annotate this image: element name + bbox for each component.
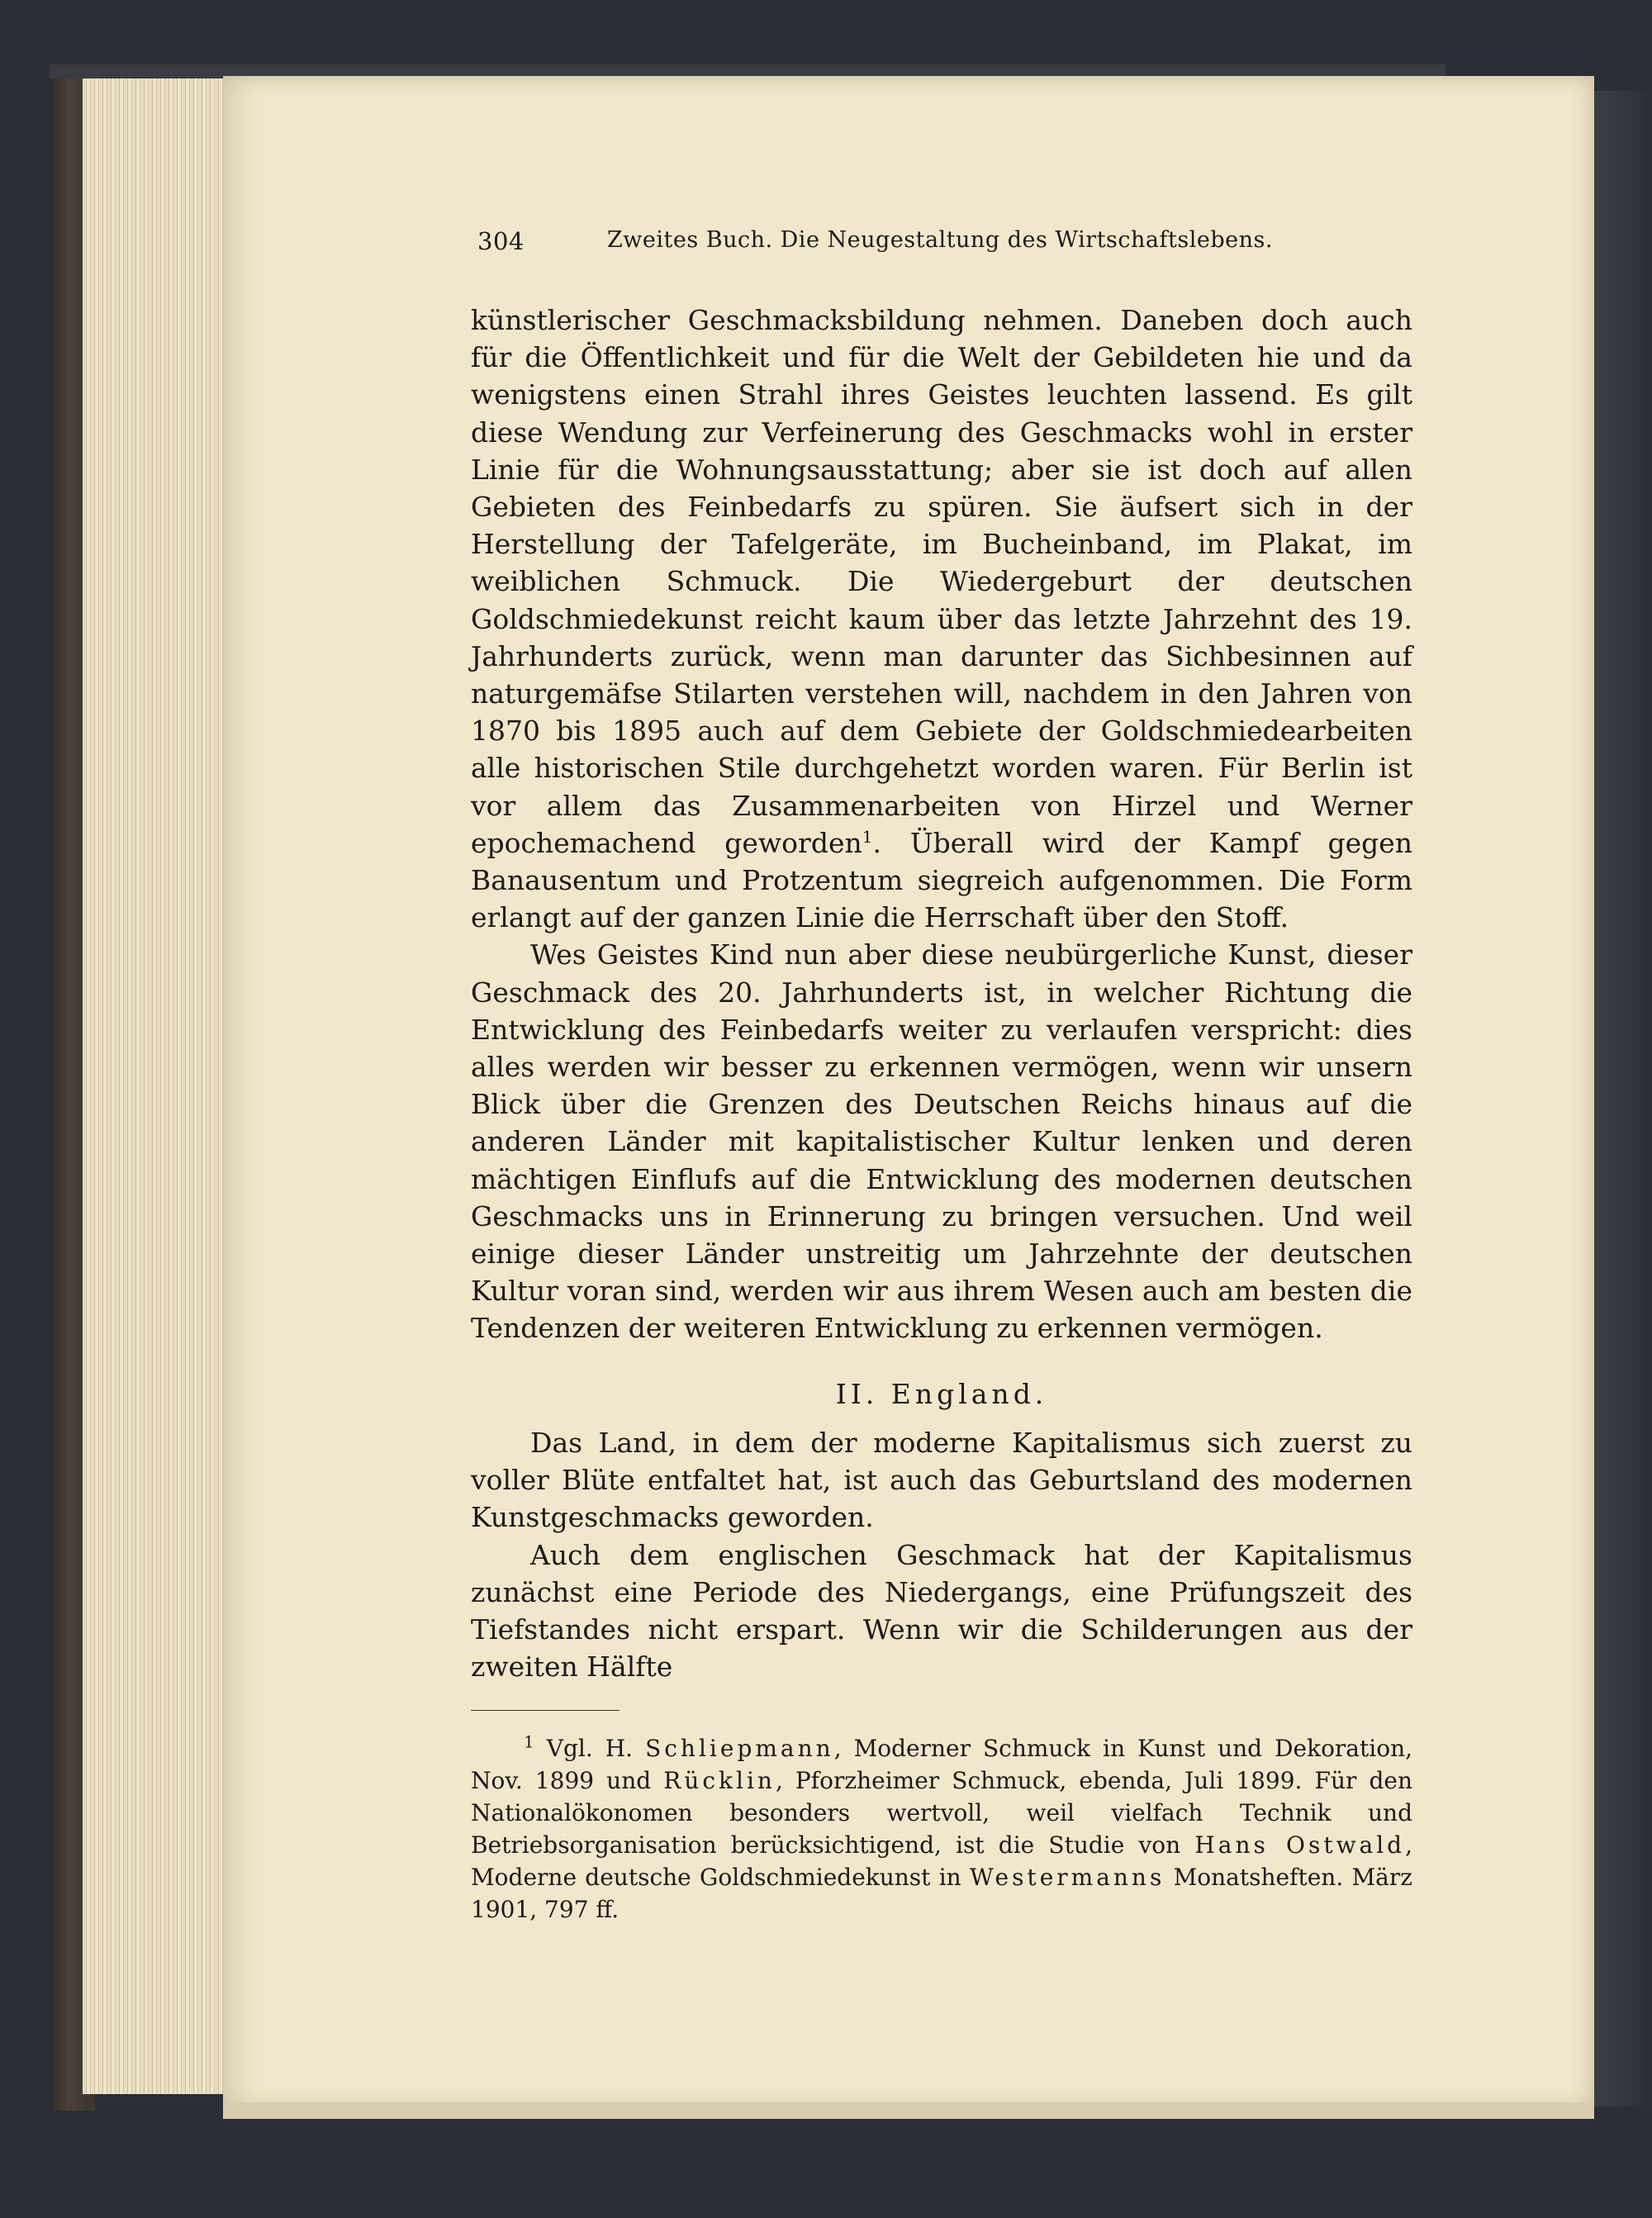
paragraph: Das Land, in dem der moderne Kapitalismus sich zuerst zu voller Blüte entfaltet hat, ist auch das Geburtsland des modernen Kunstgeschmacks geworden. [471,1426,1412,1534]
body-text [471,302,1412,1685]
footnote-divider [471,1710,620,1711]
paragraph-text-end: . Überall wird der Kampf gegen Banausentum und Protzentum siegreich aufgenommen. Die Form erlangt auf der ganzen Linie die Herrschaft über den Stoff. [471,826,1413,934]
footnote-marker: 1 [524,1731,534,1752]
page-number: 304 [477,227,525,255]
page-bottom-edge [223,2102,1594,2119]
page-stack-edges [83,78,231,2094]
right-margin-shadow [1594,91,1652,2106]
footnote-journal-name: Westermanns [970,1864,1165,1892]
footnote-text: Monatsheften. März 1901, 797 ff. [471,1864,1413,1924]
footnote-author-name: Schliepmann [645,1735,834,1763]
footnote-reference: 1 [862,826,873,847]
footnote-text: Vgl. H. [546,1735,634,1763]
page-content [471,227,1412,1926]
running-head [471,227,1412,260]
paragraph: Auch dem englischen Geschmack hat der Kapitalismus zunächst eine Periode des Niedergangs, eine Prüfungszeit des Tiefstandes nicht erspart. Wenn wir die Schilderungen aus der zweiten Hälfte [471,1538,1412,1684]
footnote-text: , Moderner Schmuck in Kunst und Dekoration, Nov. 1899 und [471,1735,1412,1795]
footnote-text: , Moderne deutsche Goldschmiedekunst in [471,1831,1413,1892]
footnote [471,1732,1412,1926]
running-head-title: Zweites Buch. Die Neugestaltung des Wirtschaftslebens. [607,227,1273,253]
paragraph: Wes Geistes Kind nun aber diese neubürgerliche Kunst, dieser Geschmack des 20. Jahrhunderts ist, in welcher Richtung die Entwicklung des Feinbedarfs weiter zu verlaufen verspricht: dies alles werden wir besser zu erkennen vermögen, wenn wir unsern Blick über die Grenzen des Deutschen Reichs hinaus auf die anderen Länder mit kapitalistischer Kultur lenken und deren mächtigen Einflufs auf die Entwicklung des modernen deutschen Geschmacks uns in Erinnerung zu bringen versuchen. Und weil einige dieser Länder unstreitig um Jahrzehnte der deutschen Kultur voran sind, werden wir aus ihrem Wesen auch am besten die Tendenzen der weiteren Entwicklung zu erkennen vermögen. [471,938,1412,1345]
footnote-text: , Pforzheimer Schmuck, ebenda, Juli 1899. Für den Nationalökonomen besonders wertvoll, weil vielfach Technik und Betriebsorganisation berücksichtigend, ist die Studie von [471,1767,1412,1859]
paragraph-continuation [471,302,1412,936]
footnote-author-name: Rücklin [663,1767,776,1795]
section-heading: II. England. [835,1377,1048,1410]
footnote-author-name: Hans Ostwald [1194,1831,1406,1859]
paragraph-text: künstlerischer Geschmacksbildung nehmen. Daneben doch auch für die Öffentlichkeit und für die Welt der Gebildeten hie und da wenigstens einen Strahl ihres Geistes leuchten lassend. Es gilt diese Wendung zur Verfeinerung des Geschmacks wohl in erster Linie für die Wohnungsausstattung; aber sie ist doch auf allen Gebieten des Feinbedarfs zu spüren. Sie äufsert sich in der Herstellung der Tafelgeräte, im Bucheinband, im Plakat, im weiblichen Schmuck. Die Wiedergeburt der deutschen Goldschmiedekunst reicht kaum über das letzte Jahrzehnt des 19. Jahrhunderts zurück, wenn man darunter das Sichbesinnen auf naturgemäfse Stilarten verstehen will, nachdem in den Jahren von 1870 bis 1895 auch auf dem Gebiete der Goldschmiedearbeiten alle historischen Stile durchgehetzt worden waren. Für Berlin ist vor allem das Zusammenarbeiten von Hirzel und Werner epochemachend geworden [471,304,1412,859]
